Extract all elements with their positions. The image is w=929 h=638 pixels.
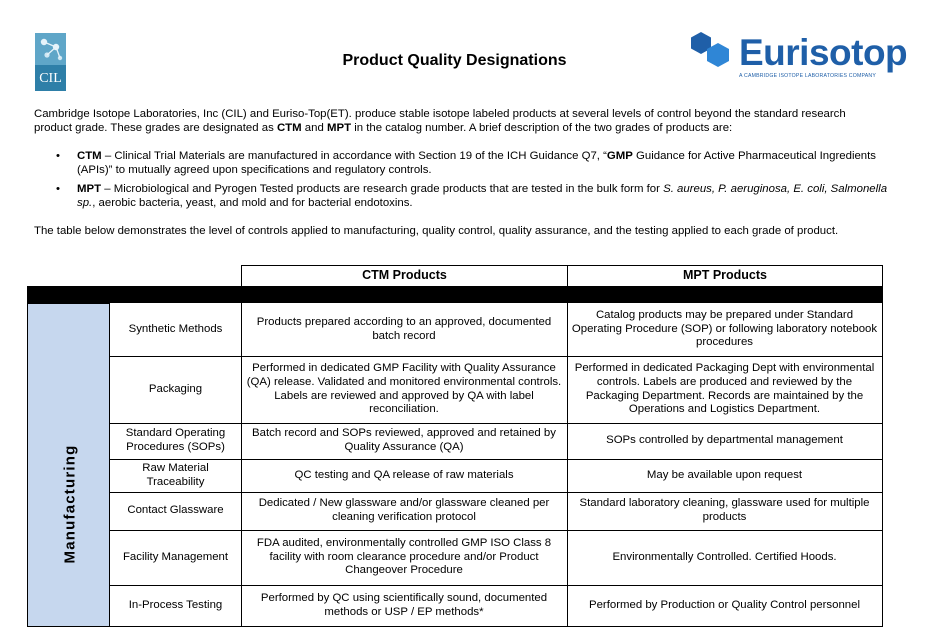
mpt-cell: Standard laboratory cleaning, glassware used for multiple products — [579, 497, 870, 523]
eurisotop-name: Eurisotop — [739, 32, 908, 73]
column-header-mpt: MPT Products — [567, 265, 883, 287]
page-title: Product Quality Designations — [342, 52, 567, 69]
row-label: In-Process Testing — [128, 598, 223, 611]
ctm-cell: Performed in dedicated GMP Facility with Quality Assurance (QA) release. Validated and monitored environmental controls. Labels are reviewed and approved by QA with label reconciliation. — [246, 362, 562, 416]
column-header-ctm: CTM Products — [241, 265, 568, 287]
mpt-term: MPT — [326, 122, 352, 134]
row-label: Contact Glassware — [127, 504, 224, 517]
row-divider — [110, 626, 883, 627]
header-divider-bar — [27, 286, 883, 303]
bullet-dot-icon: • — [56, 150, 60, 162]
cil-logo-text: CIL — [39, 71, 62, 86]
ctm-cell: Batch record and SOPs reviewed, approved and retained by Quality Assurance (QA) — [252, 427, 556, 453]
section-label: Manufacturing — [61, 444, 79, 564]
quality-table — [27, 265, 883, 627]
row-label: Synthetic Methods — [128, 322, 223, 335]
table-intro: The table below demonstrates the level of controls applied to manufacturing, quality control, quality assurance, and the testing applied to each grade of product. — [34, 225, 839, 237]
bullet-ctm: • CTM – Clinical Trial Materials are manufactured in accordance with Section 19 of the ICH Guidance Q7, “GMP Guidance for Active Pharmaceutical Ingredients (APIs)” to mutually agreed upon specifications and regulatory controls. — [56, 150, 877, 176]
ctm-cell: FDA audited, environmentally controlled GMP ISO Class 8 facility with room clearance procedure and/or Product Changeover Procedure — [256, 537, 552, 577]
eurisotop-hexagon-icon — [689, 30, 737, 74]
bullet-mpt: • MPT – Microbiological and Pyrogen Tested products are research grade products that are tested in the bulk form for S. aureus, P. aeruginosa, E. coli, Salmonella sp., aerobic bacteria, yeast, and mold and for bacterial endotoxins. — [56, 183, 888, 209]
section-manufacturing — [27, 303, 110, 627]
row-label: Standard Operating Procedures (SOPs) — [125, 427, 226, 453]
bullet-dot-icon: • — [56, 183, 60, 195]
column-divider — [882, 303, 883, 627]
mpt-cell: Catalog products may be prepared under Standard Operating Procedure (SOP) or following laboratory notebook procedures — [571, 309, 878, 349]
eurisotop-tagline: A CAMBRIDGE ISOTOPE LABORATORIES COMPANY — [739, 73, 877, 79]
row-label: Raw Material Traceability — [142, 461, 209, 488]
mpt-cell: Environmentally Controlled. Certified Hoods. — [612, 550, 837, 563]
row-label: Packaging — [148, 382, 203, 395]
ctm-cell: Dedicated / New glassware and/or glassware cleaned per cleaning verification protocol — [258, 497, 550, 523]
ctm-term: CTM — [276, 122, 302, 134]
ctm-cell: Products prepared according to an approved, documented batch record — [256, 315, 552, 342]
row-label: Facility Management — [122, 550, 229, 563]
ctm-cell: Performed by QC using scientifically sound, documented methods or USP / EP methods* — [260, 591, 548, 618]
mpt-cell: May be available upon request — [646, 468, 803, 481]
ctm-cell: QC testing and QA release of raw materials — [294, 468, 514, 481]
mpt-cell: Performed by Production or Quality Control personnel — [589, 598, 860, 611]
eurisotop-logo — [689, 30, 915, 82]
mpt-cell: SOPs controlled by departmental management — [606, 434, 843, 447]
mpt-cell: Performed in dedicated Packaging Dept with environmental controls. Labels are produced and reviewed by the Packaging Department. Records are maintained by the Operations and Logistics Department. — [574, 362, 875, 416]
intro-paragraph: Cambridge Isotope Laboratories, Inc (CIL) and Euriso-Top(ET). produce stable isotope labeled products at several levels of control beyond the standard research product grade. These grades are designated as CTM and MPT in the catalog number. A brief description of the two grades of products are: — [34, 108, 846, 134]
